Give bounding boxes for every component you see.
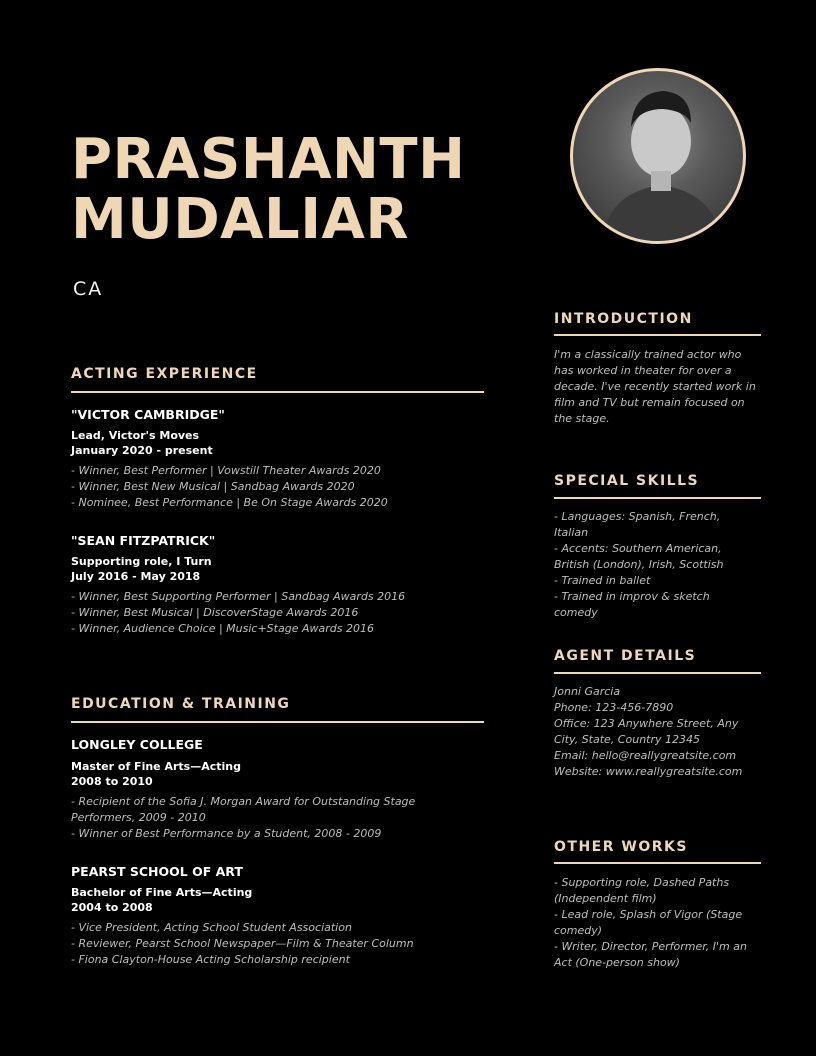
acting-entry-1-awards [71, 463, 388, 511]
special-skills-list [554, 509, 744, 621]
other-works-heading: OTHER WORKS [554, 839, 688, 855]
profile-photo [570, 68, 746, 244]
acting-entry-2-meta [71, 554, 212, 584]
list-item: - Winner, Best Performer | Vowstill Theater Awards 2020 [71, 464, 381, 477]
list-item: - Accents: Southern American, British (London), Irish, Scottish [554, 542, 724, 571]
education-entry-2-title: PEARST SCHOOL OF ART [71, 864, 243, 879]
name-line-2: MUDALIAR [71, 187, 410, 252]
name-line-1: PRASHANTH [71, 127, 466, 192]
acting-experience-heading: ACTING EXPERIENCE [71, 366, 258, 382]
list-item: - Writer, Director, Performer, I'm an Act (One-person show) [554, 940, 747, 969]
list-item: - Lead role, Splash of Vigor (Stage comedy) [554, 908, 743, 937]
list-item: - Winner, Best Musical | DiscoverStage Awards 2016 [71, 606, 359, 619]
list-item: Performers, 2009 - 2010 [71, 811, 206, 824]
acting-entry-2-awards [71, 589, 405, 637]
section-divider [554, 334, 761, 336]
acting-entry-2-title: "SEAN FITZPATRICK" [71, 533, 216, 548]
list-item: - Trained in ballet [554, 574, 651, 587]
other-works-list [554, 875, 766, 971]
introduction-text: I'm a classically trained actor who has worked in theater for over a decade. I've recently started work in film and TV but remain focused on the stage. [554, 348, 756, 425]
list-item: - Supporting role, Dashed Paths (Independent film) [554, 876, 730, 905]
agent-office: Office: 123 Anywhere Street, Any City, State, Country 12345 [554, 717, 739, 746]
agent-website: Website: www.reallygreatsite.com [554, 765, 743, 778]
list-item: - Nominee, Best Performance | Be On Stage Awards 2020 [71, 496, 388, 509]
agent-phone: Phone: 123-456-7890 [554, 701, 674, 714]
education-entry-2-notes [71, 920, 414, 968]
subtitle: CA [73, 278, 104, 300]
acting-entry-1-meta [71, 428, 213, 458]
education-entry-1-meta [71, 759, 241, 789]
list-item: - Recipient of the Sofia J. Morgan Award for Outstanding Stage [71, 795, 416, 808]
education-entry-1-degree: Master of Fine Arts—Acting [71, 760, 241, 773]
section-divider [554, 862, 761, 864]
special-skills-heading: SPECIAL SKILLS [554, 473, 700, 489]
introduction-heading: INTRODUCTION [554, 311, 693, 327]
section-divider [71, 721, 484, 723]
agent-details-heading: AGENT DETAILS [554, 648, 697, 664]
list-item: - Vice President, Acting School Student Association [71, 921, 352, 934]
acting-entry-1-role: Lead, Victor's Moves [71, 429, 200, 442]
acting-entry-1-dates: January 2020 - present [71, 444, 213, 457]
acting-entry-2-dates: July 2016 - May 2018 [71, 570, 201, 583]
agent-details-list [554, 684, 766, 780]
list-item: - Languages: Spanish, French, Italian [554, 510, 721, 539]
education-entry-1-notes [71, 794, 415, 842]
list-item: - Winner, Best Supporting Performer | Sandbag Awards 2016 [71, 590, 406, 603]
education-entry-2-meta [71, 885, 252, 915]
education-entry-1-title: LONGLEY COLLEGE [71, 737, 203, 752]
education-heading: EDUCATION & TRAINING [71, 696, 291, 712]
list-item: - Trained in improv & sketch comedy [554, 590, 710, 619]
person-silhouette-icon [573, 71, 743, 241]
list-item: - Winner of Best Performance by a Student, 2008 - 2009 [71, 827, 382, 840]
education-entry-2-degree: Bachelor of Fine Arts—Acting [71, 886, 253, 899]
candidate-name [71, 127, 466, 252]
list-item: - Winner, Audience Choice | Music+Stage Awards 2016 [71, 622, 374, 635]
list-item: - Reviewer, Pearst School Newspaper—Film & Theater Column [71, 937, 414, 950]
section-divider [554, 672, 761, 674]
list-item: - Winner, Best New Musical | Sandbag Awards 2020 [71, 480, 355, 493]
section-divider [71, 391, 484, 393]
education-entry-1-dates: 2008 to 2010 [71, 775, 153, 788]
list-item: - Fiona Clayton-House Acting Scholarship recipient [71, 953, 350, 966]
acting-entry-1-title: "VICTOR CAMBRIDGE" [71, 407, 225, 422]
agent-name: Jonni Garcia [554, 685, 621, 698]
acting-entry-2-role: Supporting role, I Turn [71, 555, 212, 568]
education-entry-2-dates: 2004 to 2008 [71, 901, 153, 914]
section-divider [554, 497, 761, 499]
agent-email: Email: hello@reallygreatsite.com [554, 749, 737, 762]
